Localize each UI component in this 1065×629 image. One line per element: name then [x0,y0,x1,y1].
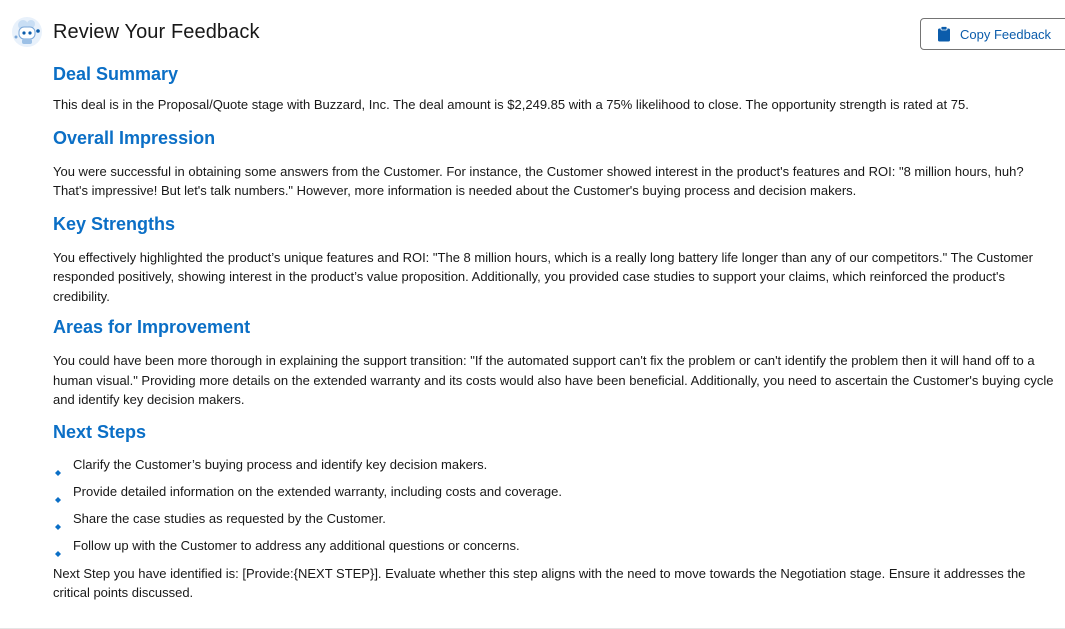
clipboard-icon [937,26,951,42]
list-item [53,536,1055,556]
key-strengths-text: You effectively highlighted the product’s unique features and ROI: "The 8 million hours, which is a really long battery life longer than any of our competitors." The Customer responded positively, showing interest in the product’s value proposition. Additionally, you provided case studies to support your claims, which reinforced the product's credibility. [53,249,1033,304]
areas-for-improvement-text: You could have been more thorough in explaining the support transition: "If the automated support can't fix the problem or can't identify the problem then it will hand off to a human visual." Providing more details on the extended warranty and its costs would also have been beneficial. Additionally, you need to ascertain the Customer's buying cycle and identify key decision makers. [53,353,1054,407]
key-strengths-section [53,211,1055,307]
next-steps-heading: Next Steps [53,421,147,442]
next-step-text: Share the case studies as requested by the Customer. [73,511,386,527]
feedback-content [53,60,1055,603]
einstein-bot-icon [10,15,44,49]
next-step-text: Provide detailed information on the extended warranty, including costs and coverage. [73,483,562,499]
overall-impression-section [53,125,1055,201]
next-steps-list [53,455,1055,556]
diamond-bullet-icon [55,516,61,522]
areas-for-improvement-heading: Areas for Improvement [53,317,251,337]
next-steps-section [53,419,1055,603]
copy-feedback-label: Copy Feedback [960,26,1052,42]
diamond-bullet-icon [55,543,61,549]
areas-for-improvement-section [53,314,1055,410]
deal-summary-section [53,61,1055,115]
next-step-text: Clarify the Customer’s buying process and identify key decision makers. [73,456,488,472]
overall-impression-heading: Overall Impression [53,127,216,148]
key-strengths-heading: Key Strengths [53,213,176,234]
list-item [53,455,1055,475]
diamond-bullet-icon [55,462,61,468]
next-step-text: Follow up with the Customer to address any additional questions or concerns. [73,538,520,554]
diamond-bullet-icon [55,489,61,495]
list-item [53,482,1055,502]
next-step-closing-text: Next Step you have identified is: [Provide:{NEXT STEP}]. Evaluate whether this step aligns with the need to move towards the Negotiation stage. Ensure it addresses the critical points discussed. [53,565,1026,601]
overall-impression-text: You were successful in obtaining some answers from the Customer. For instance, the Customer showed interest in the product's features and ROI: "8 million hours, huh? That's impressive! But let's talk numbers." However, more information is needed about the Customer's buying process and decision makers. [53,163,1024,198]
copy-feedback-button[interactable] [920,18,1065,50]
page-title: Review Your Feedback [53,21,260,43]
deal-summary-heading: Deal Summary [53,64,179,84]
deal-summary-text: This deal is in the Proposal/Quote stage with Buzzard, Inc. The deal amount is $2,249.85 with a 75% likelihood to close. The opportunity strength is rated at 75. [53,97,969,112]
list-item [53,509,1055,529]
header [0,0,1065,62]
